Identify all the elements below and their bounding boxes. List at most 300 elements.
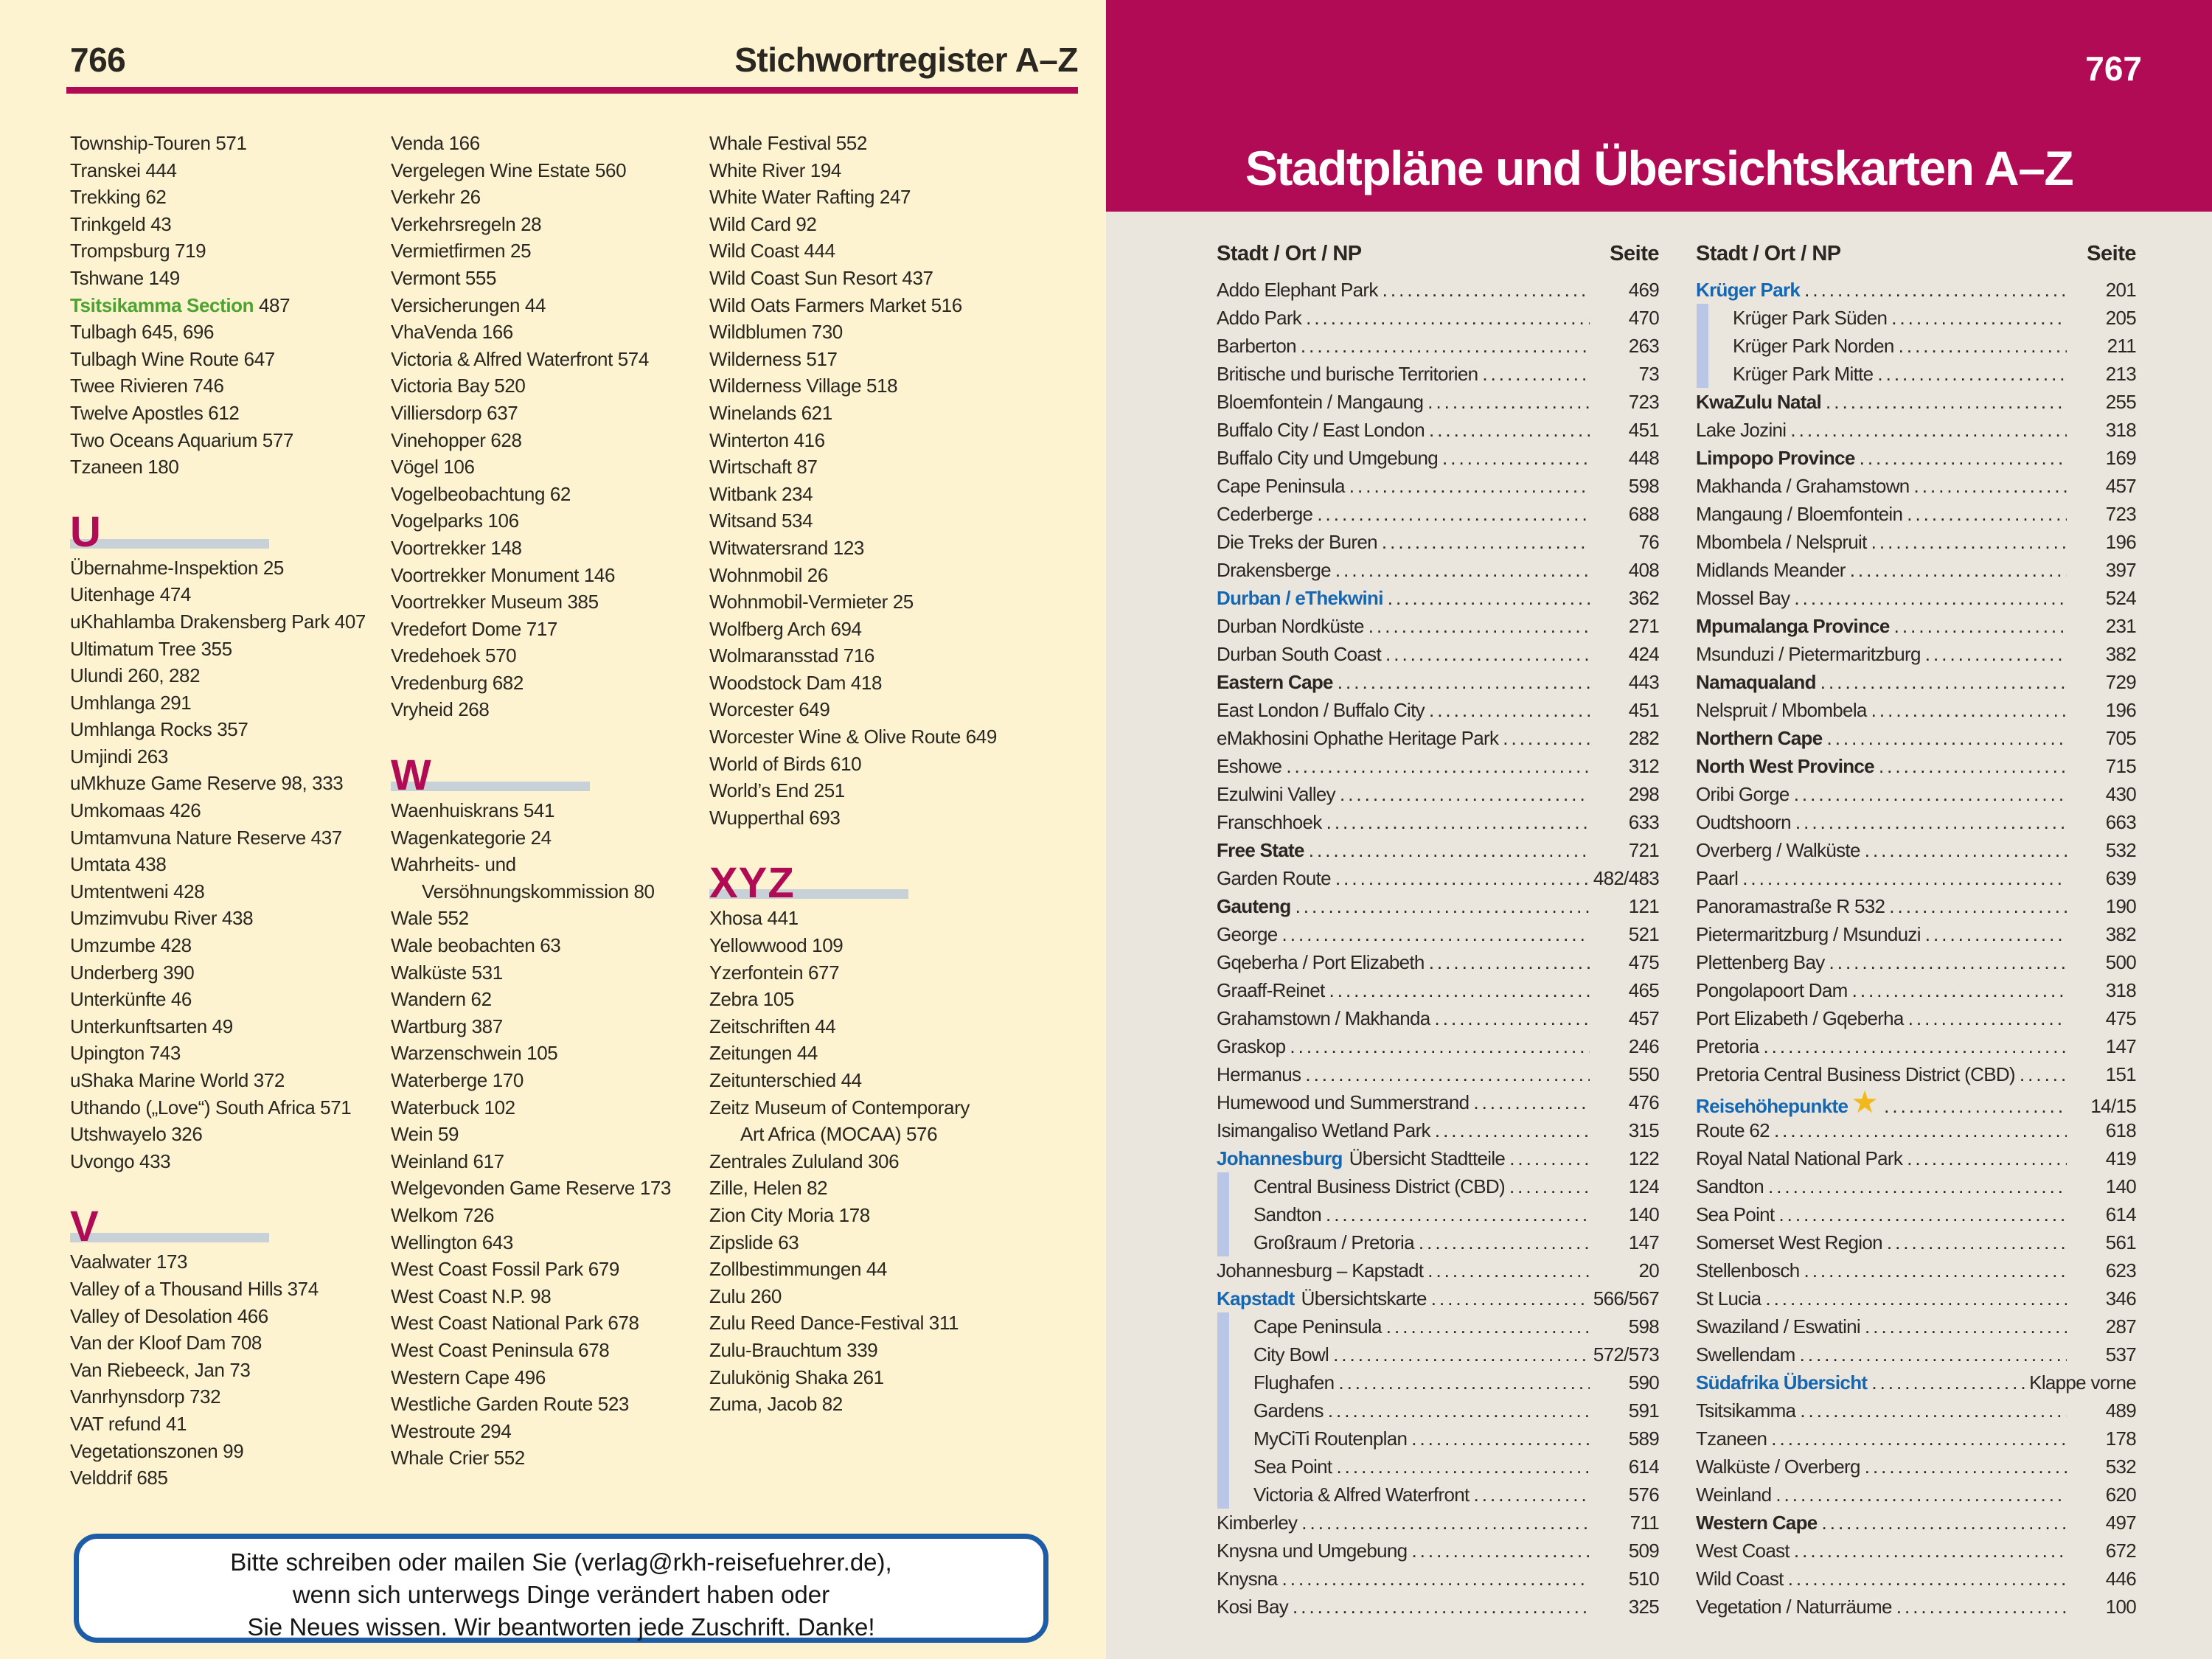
map-row <box>1217 304 1659 332</box>
index-entry: Twee Rivieren 746 <box>70 375 224 397</box>
row-page-number: 614 <box>1628 1455 1659 1478</box>
map-row <box>1696 584 2136 612</box>
row-entry-name: Ezulwini Valley <box>1217 783 1335 805</box>
leader-dots <box>1326 1200 1590 1228</box>
row-entry-name: Gqeberha / Port Elizabeth <box>1217 951 1425 973</box>
leader-dots <box>1429 948 1590 976</box>
row-entry-name: Sandton <box>1253 1203 1321 1225</box>
map-row <box>1696 976 2136 1004</box>
leader-dots <box>1336 1453 1590 1481</box>
index-entry: West Coast Peninsula 678 <box>391 1338 610 1361</box>
row-entry-name: Addo Park <box>1217 307 1302 329</box>
map-row <box>1696 1537 2136 1565</box>
leader-dots <box>1865 836 2067 864</box>
index-entry: Wilderness 517 <box>709 347 838 370</box>
row-entry-name: Lake Jozini <box>1696 419 1787 441</box>
row-entry-name: Western Cape <box>1696 1512 1818 1534</box>
index-entry: Verkehr 26 <box>391 186 481 209</box>
row-entry-name: Garden Route <box>1217 867 1331 889</box>
row-page-number: 196 <box>2105 531 2136 553</box>
maps-column-1 <box>1217 242 1659 1621</box>
leader-dots <box>1765 1284 2067 1312</box>
leader-dots <box>1435 1004 1590 1032</box>
row-page-number: 196 <box>2105 699 2136 721</box>
map-row <box>1696 1509 2136 1537</box>
row-page-number: 318 <box>2105 419 2136 441</box>
index-entry: Westliche Garden Route 523 <box>391 1393 629 1416</box>
map-row <box>1696 304 2136 332</box>
row-entry-name: Eastern Cape <box>1217 671 1333 693</box>
index-entry: Vryheid 268 <box>391 698 490 721</box>
map-row <box>1217 976 1659 1004</box>
row-entry-name: Free State <box>1217 839 1304 861</box>
map-row <box>1696 388 2136 416</box>
row-entry-name: Humewood und Summerstrand <box>1217 1091 1470 1113</box>
index-entry: Upington 743 <box>70 1042 181 1065</box>
row-page-number: 298 <box>1628 783 1659 805</box>
index-entry: Westroute 294 <box>391 1419 512 1442</box>
row-page-number: 408 <box>1628 559 1659 581</box>
map-row <box>1696 1397 2136 1425</box>
section-header <box>70 1175 386 1251</box>
index-entry: Vredehoek 570 <box>391 644 517 667</box>
row-page-number: 318 <box>2105 979 2136 1001</box>
index-entry: VhaVenda 166 <box>391 321 513 344</box>
row-entry-name: Hermanus <box>1217 1063 1301 1085</box>
index-entry: Trompsburg 719 <box>70 240 206 262</box>
map-row <box>1217 1228 1659 1256</box>
row-entry-name: Kapstadt <box>1217 1287 1295 1310</box>
row-page-number: 614 <box>2105 1203 2136 1225</box>
index-entry: Wahrheits- und <box>391 853 516 876</box>
map-row <box>1696 332 2136 360</box>
index-entry: Wale 552 <box>391 907 469 930</box>
leader-dots <box>1286 752 1590 780</box>
row-entry-name: Krüger Park Mitte <box>1733 363 1874 385</box>
index-entry: Übernahme-Inspektion 25 <box>70 556 284 579</box>
row-page-number: 20 <box>1638 1259 1659 1281</box>
leader-dots <box>1820 668 2067 696</box>
index-column-2 <box>391 130 702 1472</box>
row-entry-name: Addo Elephant Park <box>1217 279 1378 301</box>
index-entry: Victoria & Alfred Waterfront 574 <box>391 347 649 370</box>
note-line: Bitte schreiben oder mailen Sie (verlag@rkh-reisefuehrer.de), <box>230 1548 892 1576</box>
index-entry: Uvongo 433 <box>70 1150 171 1172</box>
row-page-number: 672 <box>2105 1540 2136 1562</box>
maps-table-header <box>1696 242 2136 276</box>
index-entry: Umtentweni 428 <box>70 880 205 902</box>
column-header-name: Stadt / Ort / NP <box>1696 242 1841 265</box>
row-page-number: 470 <box>1628 307 1659 329</box>
row-page-number: 497 <box>2105 1512 2136 1534</box>
index-entry: Wohnmobil 26 <box>709 563 828 586</box>
leader-dots <box>1427 1256 1590 1284</box>
map-row <box>1696 1312 2136 1340</box>
row-page-number: 100 <box>2105 1596 2136 1618</box>
index-entry: Van Riebeeck, Jan 73 <box>70 1358 251 1381</box>
leader-dots <box>1790 416 2067 444</box>
row-page-number: 465 <box>1628 979 1659 1001</box>
row-page-number: 576 <box>1628 1484 1659 1506</box>
row-page-number: 711 <box>1630 1512 1659 1534</box>
leader-dots <box>1326 808 1590 836</box>
section-underline-bar <box>70 1233 269 1242</box>
row-entry-name: Durban South Coast <box>1217 643 1381 665</box>
leader-dots <box>1829 948 2067 976</box>
row-entry-name: West Coast <box>1696 1540 1790 1562</box>
index-entry: Zeitungen 44 <box>709 1042 818 1065</box>
map-row <box>1217 780 1659 808</box>
index-entry: Umhlanga 291 <box>70 691 192 714</box>
map-row <box>1217 724 1659 752</box>
map-row <box>1696 1172 2136 1200</box>
leader-dots <box>1889 892 2067 920</box>
index-entry: Vogelparks 106 <box>391 509 519 532</box>
index-entry: Unterkünfte 46 <box>70 988 192 1011</box>
index-entry: Zuma, Jacob 82 <box>709 1393 843 1416</box>
index-entry: Uthando („Love“) South Africa 571 <box>70 1096 352 1119</box>
map-row <box>1217 752 1659 780</box>
row-page-number: 510 <box>1628 1568 1659 1590</box>
map-row <box>1217 444 1659 472</box>
row-entry-name: Johannesburg – Kapstadt <box>1217 1259 1424 1281</box>
leader-dots <box>1925 920 2067 948</box>
row-page-number: 231 <box>2105 615 2136 637</box>
index-entry: Worcester Wine & Olive Route 649 <box>709 726 997 748</box>
row-page-number: 287 <box>2105 1315 2136 1338</box>
leader-dots <box>1431 1284 1589 1312</box>
leader-dots <box>1335 556 1590 584</box>
leader-dots <box>1871 1368 2025 1397</box>
row-entry-name: Swellendam <box>1696 1343 1795 1366</box>
row-entry-name: Gauteng <box>1217 895 1291 917</box>
index-entry: Wild Coast 444 <box>709 240 835 262</box>
index-entry: Zeitunterschied 44 <box>709 1069 862 1091</box>
leader-dots <box>1908 1004 2067 1032</box>
map-row <box>1696 1228 2136 1256</box>
index-entry: Zion City Moria 178 <box>709 1203 870 1226</box>
index-entry: Umkomaas 426 <box>70 799 201 822</box>
index-entry: Wild Oats Farmers Market 516 <box>709 293 962 316</box>
index-entry: White Water Rafting 247 <box>709 186 911 209</box>
map-row <box>1696 1200 2136 1228</box>
map-row <box>1217 1312 1659 1340</box>
index-entry: Tzaneen 180 <box>70 456 179 479</box>
index-entry: Vredefort Dome 717 <box>391 617 557 640</box>
row-page-number: 566/567 <box>1593 1287 1659 1310</box>
row-page-number: 721 <box>1628 839 1659 861</box>
index-entry: Welkom 726 <box>391 1203 495 1226</box>
row-page-number: 325 <box>1628 1596 1659 1618</box>
index-entry: Vegetationszonen 99 <box>70 1439 244 1462</box>
index-entry: Waterbuck 102 <box>391 1096 515 1119</box>
row-entry-name: Wild Coast <box>1696 1568 1784 1590</box>
note-line: Sie Neues wissen. Wir beantworten jede Zuschrift. Danke! <box>247 1613 875 1641</box>
map-row <box>1217 1509 1659 1537</box>
section-letter: XYZ <box>709 859 795 908</box>
row-page-number: 663 <box>2105 811 2136 833</box>
leader-dots <box>1474 1481 1590 1509</box>
map-row <box>1696 1060 2136 1088</box>
leader-dots <box>1778 1200 2067 1228</box>
index-entry: Vredenburg 682 <box>391 671 524 694</box>
map-row <box>1696 724 2136 752</box>
map-row <box>1696 1593 2136 1621</box>
leader-dots <box>1804 276 2067 304</box>
row-page-number: 446 <box>2105 1568 2136 1590</box>
index-entry: Wandern 62 <box>391 988 492 1011</box>
row-entry-name: Sea Point <box>1253 1455 1332 1478</box>
map-row <box>1217 1481 1659 1509</box>
index-column-1 <box>70 130 386 1492</box>
map-row <box>1696 1116 2136 1144</box>
row-page-number: 550 <box>1628 1063 1659 1085</box>
map-row <box>1217 388 1659 416</box>
index-entry: World’s End 251 <box>709 779 845 802</box>
row-entry-name: Sandton <box>1696 1175 1764 1197</box>
map-row <box>1217 1340 1659 1368</box>
index-entry: Zulukönig Shaka 261 <box>709 1366 884 1388</box>
page-number-left: 766 <box>70 41 126 79</box>
row-entry-name: Durban / eThekwini <box>1217 587 1383 609</box>
row-page-number: 419 <box>2105 1147 2136 1169</box>
row-entry-name: Panoramastraße R 532 <box>1696 895 1885 917</box>
row-entry-name: Port Elizabeth / Gqeberha <box>1696 1007 1904 1029</box>
row-page-number: 382 <box>2105 643 2136 665</box>
map-row <box>1696 528 2136 556</box>
leader-dots <box>1301 332 1590 360</box>
row-page-number: 282 <box>1628 727 1659 749</box>
leader-dots <box>1795 808 2067 836</box>
row-page-number: 729 <box>2105 671 2136 693</box>
row-page-number: 211 <box>2107 335 2136 357</box>
index-entry: Vergelegen Wine Estate 560 <box>391 159 627 181</box>
row-page-number: 639 <box>2105 867 2136 889</box>
map-row <box>1696 920 2136 948</box>
map-row <box>1217 500 1659 528</box>
row-entry-name: Krüger Park Norden <box>1733 335 1894 357</box>
map-row <box>1217 640 1659 668</box>
leader-dots <box>1429 416 1590 444</box>
index-entry: Velddrif 685 <box>70 1467 168 1489</box>
leader-dots <box>1338 1368 1590 1397</box>
leader-dots <box>1800 1397 2067 1425</box>
map-row <box>1217 668 1659 696</box>
section-letter: V <box>70 1202 100 1251</box>
map-row <box>1696 500 2136 528</box>
row-page-number: 590 <box>1628 1371 1659 1394</box>
leader-dots <box>1907 1144 2067 1172</box>
column-header-page: Seite <box>2087 242 2136 265</box>
index-entry: Wupperthal 693 <box>709 806 841 829</box>
map-row <box>1696 416 2136 444</box>
leader-dots <box>1925 640 2067 668</box>
index-entry: Unterkunftsarten 49 <box>70 1015 233 1037</box>
row-entry-name: Oudtshoorn <box>1696 811 1791 833</box>
leader-dots <box>1340 780 1590 808</box>
row-entry-name: Sea Point <box>1696 1203 1775 1225</box>
left-page-header <box>70 40 1078 80</box>
index-entry: Wartburg 387 <box>391 1015 503 1037</box>
row-page-number: 620 <box>2105 1484 2136 1506</box>
row-page-number: 147 <box>2105 1035 2136 1057</box>
row-page-number: 312 <box>1628 755 1659 777</box>
row-entry-name: Drakensberge <box>1217 559 1331 581</box>
row-entry-name: Midlands Meander <box>1696 559 1846 581</box>
leader-dots <box>1473 1088 1590 1116</box>
index-entry: Verkehrsregeln 28 <box>391 212 542 235</box>
row-page-number: 598 <box>1628 475 1659 497</box>
column-header-page: Seite <box>1610 242 1659 265</box>
index-entry: uShaka Marine World 372 <box>70 1069 285 1091</box>
row-entry-name: Großraum / Pretoria <box>1253 1231 1414 1253</box>
row-entry-name: Oribi Gorge <box>1696 783 1790 805</box>
note-box <box>74 1534 1048 1643</box>
row-page-number: 723 <box>1628 391 1659 413</box>
index-entry: Wild Coast Sun Resort 437 <box>709 266 933 289</box>
index-entry: Wildblumen 730 <box>709 321 843 344</box>
row-entry-name: Krüger Park <box>1696 279 1801 301</box>
leader-dots <box>1419 1228 1590 1256</box>
section-header <box>391 723 702 797</box>
row-page-number: 591 <box>1628 1399 1659 1422</box>
map-row <box>1696 472 2136 500</box>
index-entry: Zulu 260 <box>709 1284 782 1307</box>
row-page-number: 521 <box>1628 923 1659 945</box>
leader-dots <box>1826 724 2067 752</box>
map-row <box>1696 808 2136 836</box>
leader-dots <box>1826 388 2067 416</box>
map-row <box>1217 1144 1659 1172</box>
row-page-number: 561 <box>2105 1231 2136 1253</box>
row-page-number: 723 <box>2105 503 2136 525</box>
leader-dots <box>1800 1340 2067 1368</box>
row-page-number: 598 <box>1628 1315 1659 1338</box>
index-entry: Valley of a Thousand Hills 374 <box>70 1277 319 1300</box>
map-row <box>1217 1088 1659 1116</box>
row-entry-name: Kosi Bay <box>1217 1596 1289 1618</box>
row-entry-name: Tsitsikamma <box>1696 1399 1796 1422</box>
index-entry: Worcester 649 <box>709 698 830 721</box>
index-entry: Witbank 234 <box>709 482 813 505</box>
row-entry-name: Nelspruit / Mbombela <box>1696 699 1867 721</box>
map-row <box>1217 276 1659 304</box>
index-entry: Twelve Apostles 612 <box>70 401 240 424</box>
leader-dots <box>1317 500 1590 528</box>
leader-dots <box>1768 1172 2067 1200</box>
index-entry: Whale Festival 552 <box>709 132 867 154</box>
row-page-number: 140 <box>2105 1175 2136 1197</box>
row-entry-name: Route 62 <box>1696 1119 1770 1141</box>
leader-dots <box>1328 1397 1590 1425</box>
leader-dots <box>1301 1509 1590 1537</box>
row-page-number: 14/15 <box>2090 1095 2136 1117</box>
row-page-number: 124 <box>1628 1175 1659 1197</box>
row-page-number: 315 <box>1628 1119 1659 1141</box>
row-page-number: 509 <box>1628 1540 1659 1562</box>
map-row <box>1696 1144 2136 1172</box>
map-row <box>1696 752 2136 780</box>
row-page-number: 190 <box>2105 895 2136 917</box>
row-page-number: 178 <box>2105 1427 2136 1450</box>
row-page-number: 430 <box>2105 783 2136 805</box>
map-row <box>1217 948 1659 976</box>
leader-dots <box>1329 976 1590 1004</box>
row-entry-name: Royal Natal National Park <box>1696 1147 1903 1169</box>
index-entry: Trinkgeld 43 <box>70 212 172 235</box>
index-entry: Umzimvubu River 438 <box>70 907 254 930</box>
leader-dots <box>1306 304 1590 332</box>
leader-dots <box>1411 1537 1590 1565</box>
row-entry-name: Gardens <box>1253 1399 1324 1422</box>
leader-dots <box>1850 556 2067 584</box>
leader-dots <box>1282 1565 1590 1593</box>
index-entry: Zeitz Museum of Contemporary <box>709 1096 970 1119</box>
index-entry: Umzumbe 428 <box>70 934 192 957</box>
row-page-number: 705 <box>2105 727 2136 749</box>
leader-dots <box>1503 724 1590 752</box>
index-entry: Warzenschwein 105 <box>391 1042 558 1065</box>
index-entry: Zollbestimmungen 44 <box>709 1258 887 1281</box>
index-entry: Umhlanga Rocks 357 <box>70 718 248 741</box>
row-entry-name: Durban Nordküste <box>1217 615 1364 637</box>
row-entry-name: Mbombela / Nelspruit <box>1696 531 1867 553</box>
row-page-number: 537 <box>2105 1343 2136 1366</box>
row-page-number: 201 <box>2105 279 2136 301</box>
leader-dots <box>1429 696 1590 724</box>
index-entry: World of Birds 610 <box>709 752 862 775</box>
leader-dots <box>1382 276 1590 304</box>
leader-dots <box>1894 612 2067 640</box>
row-entry-name: Kimberley <box>1217 1512 1298 1534</box>
index-entry: Vermietfirmen 25 <box>391 240 532 262</box>
row-entry-name: Vegetation / Naturräume <box>1696 1596 1892 1618</box>
row-entry-name: Mossel Bay <box>1696 587 1790 609</box>
map-row <box>1217 1200 1659 1228</box>
map-row <box>1217 920 1659 948</box>
row-page-number: 457 <box>2105 475 2136 497</box>
leader-dots <box>1871 528 2067 556</box>
leader-dots <box>1442 444 1590 472</box>
leader-dots <box>1775 1481 2067 1509</box>
row-entry-name: KwaZulu Natal <box>1696 391 1822 413</box>
row-page-number: 362 <box>1628 587 1659 609</box>
index-column-3 <box>709 130 1043 1418</box>
row-page-number: 500 <box>2105 951 2136 973</box>
row-entry-name: Paarl <box>1696 867 1739 889</box>
index-entry: White River 194 <box>709 159 841 181</box>
row-entry-name: Pretoria Central Business District (CBD) <box>1696 1063 2015 1085</box>
index-entry: Wolmaransstad 716 <box>709 644 874 667</box>
map-row <box>1217 1256 1659 1284</box>
map-row <box>1696 696 2136 724</box>
map-row <box>1217 1397 1659 1425</box>
index-entry: uMkhuze Game Reserve 98, 333 <box>70 772 344 795</box>
row-entry-name: Stellenbosch <box>1696 1259 1800 1281</box>
map-row <box>1217 416 1659 444</box>
row-entry-name: Namaqualand <box>1696 671 1816 693</box>
index-entry: Witwatersrand 123 <box>709 536 864 559</box>
row-entry-suffix: Übersichtskarte <box>1301 1287 1427 1310</box>
index-entry: Wagenkategorie 24 <box>391 826 552 849</box>
index-entry: Zulu-Brauchtum 339 <box>709 1338 878 1361</box>
index-entry: Valley of Desolation 466 <box>70 1304 268 1327</box>
section-letter: U <box>70 508 102 557</box>
index-entry: Zeitschriften 44 <box>709 1015 836 1037</box>
index-entry: Vinehopper 628 <box>391 428 522 451</box>
index-entry: Tulbagh Wine Route 647 <box>70 347 275 370</box>
map-row <box>1696 864 2136 892</box>
